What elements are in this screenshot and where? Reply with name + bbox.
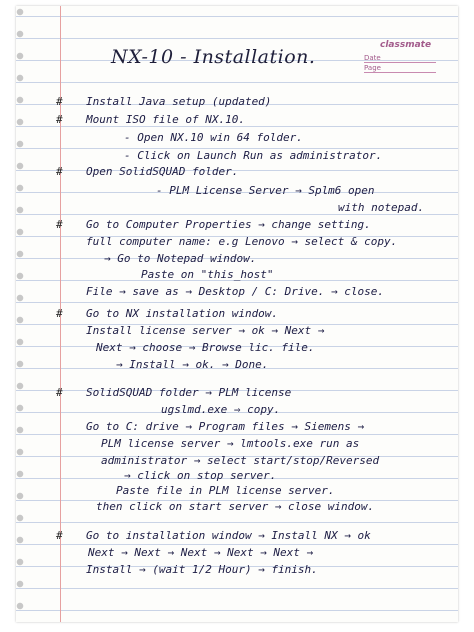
note-line: - Open NX.10 win 64 folder. bbox=[124, 131, 303, 144]
note-line: PLM license server → lmtools.exe run as bbox=[101, 437, 360, 450]
note-line: File → save as → Desktop / C: Drive. → close. bbox=[86, 285, 385, 298]
bullet-hash: # bbox=[56, 165, 63, 178]
stamp-date: Date bbox=[364, 54, 436, 63]
note-line: then click on start server → close window. bbox=[96, 500, 375, 513]
note-line: administrator → select start/stop/Reversed bbox=[101, 454, 380, 467]
note-line: → Go to Notepad window. bbox=[104, 252, 257, 265]
note-line: Next → Next → Next → Next → Next → bbox=[88, 546, 314, 559]
note-line: Install license server → ok → Next → bbox=[86, 324, 325, 337]
note-line: Go to NX installation window. bbox=[86, 307, 279, 320]
bullet-hash: # bbox=[56, 307, 63, 320]
bullet-hash: # bbox=[56, 529, 63, 542]
note-line: ugslmd.exe ⇒ copy. bbox=[161, 403, 281, 416]
bullet-hash: # bbox=[56, 386, 63, 399]
note-line: Go to C: drive → Program files → Siemens → bbox=[86, 420, 365, 433]
bullet-hash: # bbox=[56, 113, 63, 126]
note-line: - Click on Launch Run as administrator. bbox=[124, 149, 383, 162]
handwritten-notes bbox=[16, 6, 458, 622]
note-line: full computer name: e.g Lenovo → select & copy. bbox=[86, 235, 398, 248]
note-line: → click on stop server. bbox=[124, 469, 277, 482]
note-line: Mount ISO file of NX.10. bbox=[86, 113, 245, 126]
page-title: NX-10 - Installation. bbox=[111, 46, 316, 68]
bullet-hash: # bbox=[56, 218, 63, 231]
notebook-page bbox=[16, 6, 458, 622]
note-line: Install → (wait 1/2 Hour) → finish. bbox=[86, 563, 318, 576]
note-line: Go to Computer Properties → change setting. bbox=[86, 218, 371, 231]
stamp-page: Page bbox=[364, 64, 436, 73]
note-line: Next → choose → Browse lic. file. bbox=[96, 341, 315, 354]
bullet-hash: # bbox=[56, 95, 63, 108]
note-line: Paste file in PLM license server. bbox=[116, 484, 335, 497]
note-line: Go to installation window → Install NX → ok bbox=[86, 529, 371, 542]
note-line: - PLM License Server → Splm6 open bbox=[156, 184, 375, 197]
note-line: Open SolidSQUAD folder. bbox=[86, 165, 239, 178]
note-line: Paste on "this_host" bbox=[141, 268, 274, 281]
note-line: with notepad. bbox=[338, 201, 425, 214]
note-line: Install Java setup (updated) bbox=[86, 95, 272, 108]
stamp-brand: classmate bbox=[380, 40, 432, 50]
note-line: SolidSQUAD folder → PLM license bbox=[86, 386, 292, 399]
note-line: → Install → ok. → Done. bbox=[116, 358, 269, 371]
